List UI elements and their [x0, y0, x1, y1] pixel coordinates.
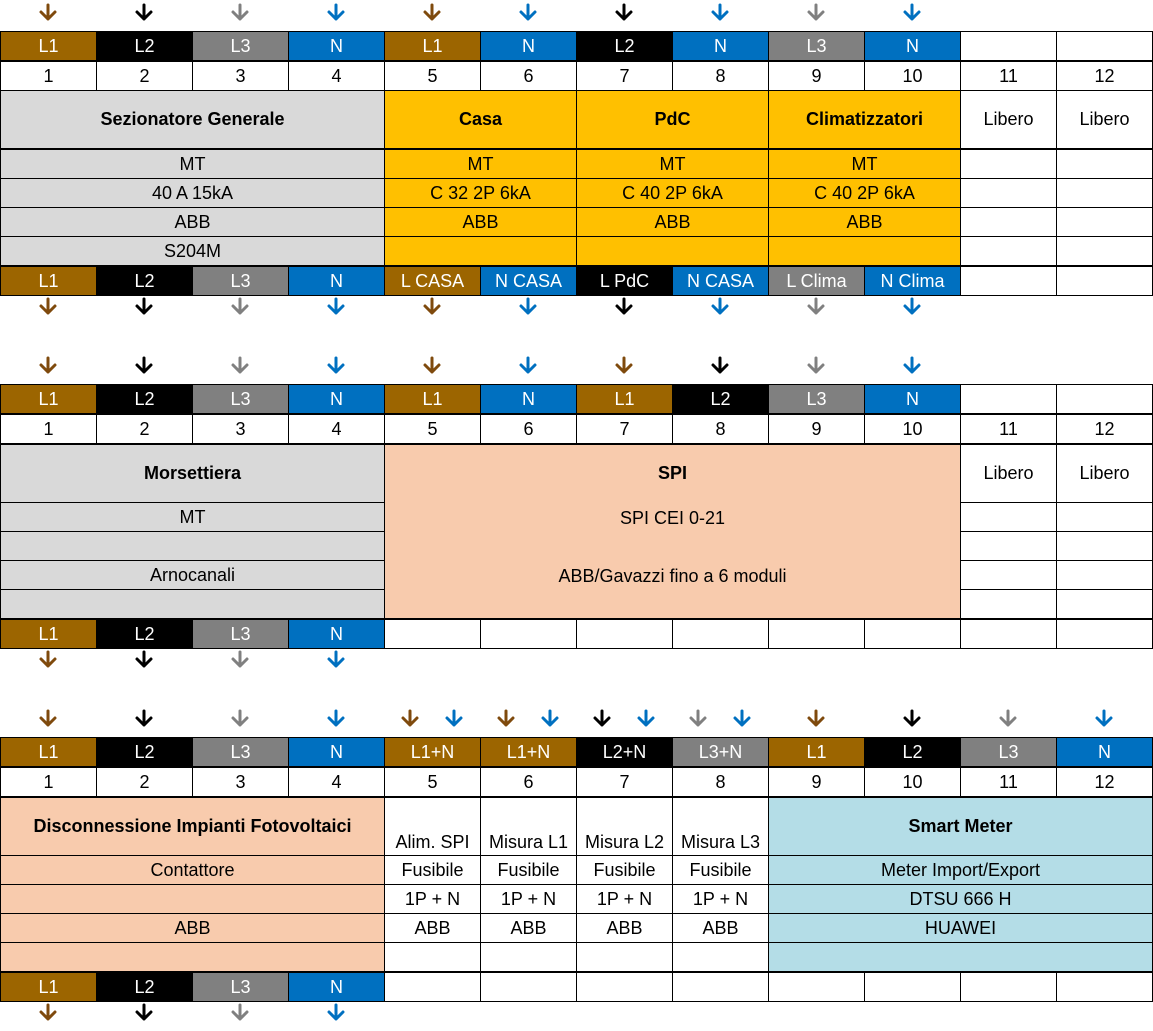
- phase-label-cell: N: [288, 266, 385, 296]
- libero-cell: Libero: [960, 444, 1057, 503]
- empty-cell: [768, 972, 865, 1002]
- down-arrow-icon: [38, 297, 58, 317]
- fuse-spec: ABB: [576, 913, 673, 943]
- fuse-title: Alim. SPI: [384, 797, 481, 856]
- phase-label-cell: L3: [192, 737, 289, 767]
- phase-label-cell: N: [864, 384, 961, 414]
- casa-spec: ABB: [384, 207, 577, 237]
- phase-label-cell: L3: [192, 619, 289, 649]
- down-arrow-icon: [806, 3, 826, 23]
- down-arrow-icon: [230, 1003, 250, 1023]
- down-arrow-icon: [518, 356, 538, 376]
- libero-cell: Libero: [1056, 444, 1153, 503]
- pdc-spec: C 40 2P 6kA: [576, 178, 769, 208]
- down-arrow-icon: [230, 650, 250, 670]
- smart-meter-title: Smart Meter: [768, 797, 1153, 856]
- down-arrow-icon: [592, 709, 612, 729]
- module-number: 12: [1056, 767, 1153, 797]
- disconnessione-spec: [0, 884, 385, 914]
- phase-label-cell: N CASA: [672, 266, 769, 296]
- down-arrow-icon: [326, 297, 346, 317]
- phase-label-cell: N CASA: [480, 266, 577, 296]
- fuse-spec: 1P + N: [672, 884, 769, 914]
- empty-cell: [960, 266, 1057, 296]
- pdc-title: PdC: [576, 90, 769, 149]
- sezionatore-spec: S204M: [0, 236, 385, 266]
- module-number: 1: [0, 414, 97, 444]
- down-arrow-icon: [230, 3, 250, 23]
- empty-cell: [960, 236, 1057, 266]
- down-arrow-icon: [998, 709, 1018, 729]
- empty-cell: [960, 972, 1057, 1002]
- sezionatore-title: Sezionatore Generale: [0, 90, 385, 149]
- module-number: 3: [192, 767, 289, 797]
- module-number: 8: [672, 414, 769, 444]
- morsettiera-spec: [0, 531, 385, 561]
- down-arrow-icon: [902, 709, 922, 729]
- empty-cell: [1056, 531, 1153, 561]
- spi-standard: SPI CEI 0-21: [619, 508, 726, 528]
- disconnessione-spec: [0, 942, 385, 972]
- disconnessione-spec: Contattore: [0, 855, 385, 885]
- down-arrow-icon: [732, 709, 752, 729]
- phase-label-cell: L1+N: [480, 737, 577, 767]
- morsettiera-spec: MT: [0, 502, 385, 532]
- phase-label-cell: L1: [0, 619, 97, 649]
- phase-label-cell: L2: [96, 619, 193, 649]
- down-arrow-icon: [422, 356, 442, 376]
- empty-cell: [960, 502, 1057, 532]
- phase-label-cell: L1: [384, 384, 481, 414]
- down-arrow-icon: [1094, 709, 1114, 729]
- module-number: 11: [960, 767, 1057, 797]
- casa-spec: [384, 236, 577, 266]
- down-arrow-icon: [326, 709, 346, 729]
- down-arrow-icon: [614, 356, 634, 376]
- empty-cell: [576, 972, 673, 1002]
- phase-label-cell: N: [288, 619, 385, 649]
- module-number: 9: [768, 767, 865, 797]
- phase-label-cell: L PdC: [576, 266, 673, 296]
- module-number: 11: [960, 61, 1057, 91]
- module-number: 6: [480, 767, 577, 797]
- phase-label-cell: N: [1056, 737, 1153, 767]
- down-arrow-icon: [326, 356, 346, 376]
- smart-meter-spec: HUAWEI: [768, 913, 1153, 943]
- smart-meter-spec: [768, 942, 1153, 972]
- smart-meter-spec: Meter Import/Export: [768, 855, 1153, 885]
- empty-cell: [1056, 589, 1153, 619]
- module-number: 1: [0, 61, 97, 91]
- down-arrow-icon: [806, 356, 826, 376]
- clima-spec: MT: [768, 149, 961, 179]
- phase-label-cell: L2: [96, 737, 193, 767]
- phase-label-cell: L1: [384, 31, 481, 61]
- phase-label-cell: L3: [192, 266, 289, 296]
- down-arrow-icon: [902, 3, 922, 23]
- empty-cell: [1056, 619, 1153, 649]
- spi-block: [384, 444, 961, 619]
- module-number: 8: [672, 61, 769, 91]
- down-arrow-icon: [134, 1003, 154, 1023]
- empty-cell: [864, 972, 961, 1002]
- down-arrow-icon: [38, 1003, 58, 1023]
- module-number: 12: [1056, 61, 1153, 91]
- fuse-title: Misura L2: [576, 797, 673, 856]
- module-number: 1: [0, 767, 97, 797]
- disconnessione-spec: ABB: [0, 913, 385, 943]
- empty-cell: [960, 619, 1057, 649]
- down-arrow-icon: [38, 650, 58, 670]
- morsettiera-spec: [0, 589, 385, 619]
- module-number: 10: [864, 767, 961, 797]
- empty-cell: [1056, 560, 1153, 590]
- empty-cell: [480, 619, 577, 649]
- module-number: 2: [96, 414, 193, 444]
- sezionatore-spec: ABB: [0, 207, 385, 237]
- phase-label-cell: N: [864, 31, 961, 61]
- phase-label-cell: L Clima: [768, 266, 865, 296]
- fuse-spec: 1P + N: [480, 884, 577, 914]
- phase-label-cell: L1: [0, 737, 97, 767]
- phase-label-cell: N: [288, 31, 385, 61]
- down-arrow-icon: [614, 297, 634, 317]
- empty-cell: [960, 531, 1057, 561]
- down-arrow-icon: [326, 650, 346, 670]
- phase-label-cell: L2: [96, 31, 193, 61]
- down-arrow-icon: [902, 297, 922, 317]
- module-number: 7: [576, 767, 673, 797]
- down-arrow-icon: [230, 297, 250, 317]
- sezionatore-spec: MT: [0, 149, 385, 179]
- down-arrow-icon: [614, 3, 634, 23]
- down-arrow-icon: [230, 709, 250, 729]
- module-number: 6: [480, 61, 577, 91]
- down-arrow-icon: [710, 297, 730, 317]
- pdc-spec: MT: [576, 149, 769, 179]
- empty-cell: [384, 972, 481, 1002]
- down-arrow-icon: [400, 709, 420, 729]
- libero-cell: Libero: [960, 90, 1057, 149]
- disconnessione-title: Disconnessione Impianti Fotovoltaici: [0, 797, 385, 856]
- module-number: 3: [192, 61, 289, 91]
- down-arrow-icon: [38, 3, 58, 23]
- empty-cell: [576, 619, 673, 649]
- clima-title: Climatizzatori: [768, 90, 961, 149]
- spi-model: ABB/Gavazzi fino a 6 moduli: [558, 566, 787, 586]
- phase-label-cell: L1: [576, 384, 673, 414]
- pdc-spec: ABB: [576, 207, 769, 237]
- fuse-spec: [480, 942, 577, 972]
- empty-cell: [1056, 972, 1153, 1002]
- phase-label-cell: L3: [192, 972, 289, 1002]
- down-arrow-icon: [38, 356, 58, 376]
- fuse-spec: [384, 942, 481, 972]
- down-arrow-icon: [710, 3, 730, 23]
- phase-label-cell: L3: [768, 384, 865, 414]
- phase-label-cell: L3+N: [672, 737, 769, 767]
- empty-cell: [384, 619, 481, 649]
- empty-cell: [1056, 384, 1153, 414]
- morsettiera-spec: Arnocanali: [0, 560, 385, 590]
- empty-cell: [864, 619, 961, 649]
- phase-label-cell: L CASA: [384, 266, 481, 296]
- down-arrow-icon: [38, 709, 58, 729]
- phase-label-cell: L2: [672, 384, 769, 414]
- phase-label-cell: N: [288, 972, 385, 1002]
- phase-label-cell: L2: [96, 972, 193, 1002]
- empty-cell: [1056, 236, 1153, 266]
- phase-label-cell: L1: [0, 31, 97, 61]
- fuse-spec: [576, 942, 673, 972]
- fuse-spec: Fusibile: [480, 855, 577, 885]
- empty-cell: [672, 972, 769, 1002]
- module-number: 5: [384, 61, 481, 91]
- fuse-spec: 1P + N: [384, 884, 481, 914]
- clima-spec: C 40 2P 6kA: [768, 178, 961, 208]
- down-arrow-icon: [422, 297, 442, 317]
- empty-cell: [480, 972, 577, 1002]
- phase-label-cell: L3: [192, 384, 289, 414]
- empty-cell: [1056, 502, 1153, 532]
- down-arrow-icon: [518, 3, 538, 23]
- phase-label-cell: L2: [576, 31, 673, 61]
- phase-label-cell: L3: [768, 31, 865, 61]
- phase-label-cell: L2+N: [576, 737, 673, 767]
- sezionatore-spec: 40 A 15kA: [0, 178, 385, 208]
- empty-cell: [960, 384, 1057, 414]
- phase-label-cell: N: [480, 384, 577, 414]
- down-arrow-icon: [518, 297, 538, 317]
- empty-cell: [1056, 149, 1153, 179]
- phase-label-cell: N: [288, 384, 385, 414]
- empty-cell: [1056, 31, 1153, 61]
- module-number: 10: [864, 61, 961, 91]
- down-arrow-icon: [806, 297, 826, 317]
- casa-spec: C 32 2P 6kA: [384, 178, 577, 208]
- fuse-title: Misura L3: [672, 797, 769, 856]
- down-arrow-icon: [636, 709, 656, 729]
- down-arrow-icon: [710, 356, 730, 376]
- fuse-spec: ABB: [384, 913, 481, 943]
- fuse-spec: ABB: [480, 913, 577, 943]
- empty-cell: [960, 589, 1057, 619]
- fuse-spec: 1P + N: [576, 884, 673, 914]
- phase-label-cell: L1: [0, 384, 97, 414]
- module-number: 8: [672, 767, 769, 797]
- morsettiera-title: Morsettiera: [0, 444, 385, 503]
- phase-label-cell: N: [672, 31, 769, 61]
- fuse-spec: ABB: [672, 913, 769, 943]
- phase-label-cell: L1: [0, 972, 97, 1002]
- empty-cell: [1056, 207, 1153, 237]
- empty-cell: [960, 560, 1057, 590]
- down-arrow-icon: [134, 3, 154, 23]
- down-arrow-icon: [134, 650, 154, 670]
- module-number: 4: [288, 414, 385, 444]
- down-arrow-icon: [326, 3, 346, 23]
- down-arrow-icon: [134, 297, 154, 317]
- module-number: 12: [1056, 414, 1153, 444]
- casa-spec: MT: [384, 149, 577, 179]
- phase-label-cell: N: [288, 737, 385, 767]
- down-arrow-icon: [326, 1003, 346, 1023]
- module-number: 10: [864, 414, 961, 444]
- module-number: 5: [384, 767, 481, 797]
- down-arrow-icon: [902, 356, 922, 376]
- down-arrow-icon: [230, 356, 250, 376]
- phase-label-cell: N: [480, 31, 577, 61]
- module-number: 9: [768, 414, 865, 444]
- down-arrow-icon: [688, 709, 708, 729]
- clima-spec: ABB: [768, 207, 961, 237]
- clima-spec: [768, 236, 961, 266]
- empty-cell: [1056, 266, 1153, 296]
- empty-cell: [1056, 178, 1153, 208]
- module-number: 7: [576, 61, 673, 91]
- libero-cell: Libero: [1056, 90, 1153, 149]
- down-arrow-icon: [806, 709, 826, 729]
- module-number: 9: [768, 61, 865, 91]
- module-number: 5: [384, 414, 481, 444]
- down-arrow-icon: [496, 709, 516, 729]
- phase-label-cell: L2: [864, 737, 961, 767]
- down-arrow-icon: [134, 709, 154, 729]
- phase-label-cell: L2: [96, 266, 193, 296]
- fuse-spec: Fusibile: [576, 855, 673, 885]
- module-number: 11: [960, 414, 1057, 444]
- down-arrow-icon: [422, 3, 442, 23]
- phase-label-cell: L3: [960, 737, 1057, 767]
- smart-meter-spec: DTSU 666 H: [768, 884, 1153, 914]
- empty-cell: [768, 619, 865, 649]
- phase-label-cell: L1: [768, 737, 865, 767]
- module-number: 4: [288, 61, 385, 91]
- fuse-title: Misura L1: [480, 797, 577, 856]
- phase-label-cell: L3: [192, 31, 289, 61]
- module-number: 2: [96, 61, 193, 91]
- pdc-spec: [576, 236, 769, 266]
- empty-cell: [960, 31, 1057, 61]
- phase-label-cell: N Clima: [864, 266, 961, 296]
- empty-cell: [960, 149, 1057, 179]
- fuse-spec: Fusibile: [672, 855, 769, 885]
- empty-cell: [672, 619, 769, 649]
- module-number: 7: [576, 414, 673, 444]
- casa-title: Casa: [384, 90, 577, 149]
- down-arrow-icon: [444, 709, 464, 729]
- fuse-spec: [672, 942, 769, 972]
- module-number: 6: [480, 414, 577, 444]
- spi-title: SPI: [657, 463, 687, 483]
- module-number: 2: [96, 767, 193, 797]
- empty-cell: [960, 207, 1057, 237]
- fuse-spec: Fusibile: [384, 855, 481, 885]
- down-arrow-icon: [540, 709, 560, 729]
- module-number: 3: [192, 414, 289, 444]
- phase-label-cell: L1+N: [384, 737, 481, 767]
- phase-label-cell: L1: [0, 266, 97, 296]
- module-number: 4: [288, 767, 385, 797]
- phase-label-cell: L2: [96, 384, 193, 414]
- down-arrow-icon: [134, 356, 154, 376]
- empty-cell: [960, 178, 1057, 208]
